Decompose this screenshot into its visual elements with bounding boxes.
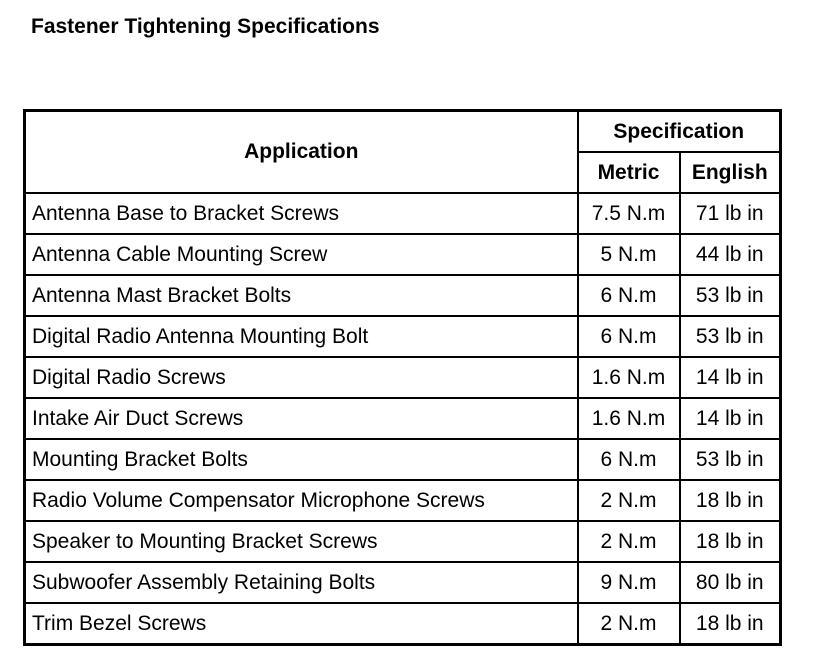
cell-english: 14 lb in (680, 357, 781, 398)
cell-english: 80 lb in (680, 562, 781, 603)
cell-english: 18 lb in (680, 521, 781, 562)
cell-english: 14 lb in (680, 398, 781, 439)
table-row (25, 275, 781, 316)
cell-application: Mounting Bracket Bolts (25, 439, 578, 480)
cell-application: Antenna Base to Bracket Screws (25, 193, 578, 234)
table-row (25, 521, 781, 562)
table-row (25, 357, 781, 398)
table-row (25, 234, 781, 275)
cell-metric: 1.6 N.m (578, 398, 680, 439)
cell-english: 71 lb in (680, 193, 781, 234)
cell-metric: 2 N.m (578, 480, 680, 521)
page-title: Fastener Tightening Specifications (31, 15, 380, 38)
cell-metric: 6 N.m (578, 316, 680, 357)
table-row (25, 316, 781, 357)
cell-metric: 5 N.m (578, 234, 680, 275)
cell-english: 53 lb in (680, 275, 781, 316)
table-body (25, 193, 781, 645)
cell-english: 53 lb in (680, 316, 781, 357)
table-row (25, 562, 781, 603)
cell-application: Antenna Cable Mounting Screw (25, 234, 578, 275)
header-metric: Metric (578, 152, 680, 193)
cell-application: Digital Radio Antenna Mounting Bolt (25, 316, 578, 357)
table-row (25, 193, 781, 234)
table-row (25, 398, 781, 439)
cell-application: Radio Volume Compensator Microphone Screws (25, 480, 578, 521)
cell-application: Intake Air Duct Screws (25, 398, 578, 439)
cell-application: Subwoofer Assembly Retaining Bolts (25, 562, 578, 603)
table-header (25, 111, 781, 194)
cell-english: 44 lb in (680, 234, 781, 275)
table-row (25, 439, 781, 480)
cell-application: Digital Radio Screws (25, 357, 578, 398)
cell-metric: 6 N.m (578, 275, 680, 316)
header-english: English (680, 152, 781, 193)
cell-metric: 1.6 N.m (578, 357, 680, 398)
cell-metric: 6 N.m (578, 439, 680, 480)
cell-application: Trim Bezel Screws (25, 603, 578, 645)
cell-application: Speaker to Mounting Bracket Screws (25, 521, 578, 562)
header-application: Application (25, 111, 578, 194)
cell-english: 53 lb in (680, 439, 781, 480)
cell-metric: 2 N.m (578, 603, 680, 645)
header-row-top (25, 111, 781, 153)
table-row (25, 603, 781, 645)
spec-table (23, 109, 782, 646)
table-row (25, 480, 781, 521)
cell-metric: 7.5 N.m (578, 193, 680, 234)
cell-metric: 2 N.m (578, 521, 680, 562)
header-specification: Specification (578, 111, 781, 153)
cell-application: Antenna Mast Bracket Bolts (25, 275, 578, 316)
cell-english: 18 lb in (680, 603, 781, 645)
cell-metric: 9 N.m (578, 562, 680, 603)
cell-english: 18 lb in (680, 480, 781, 521)
